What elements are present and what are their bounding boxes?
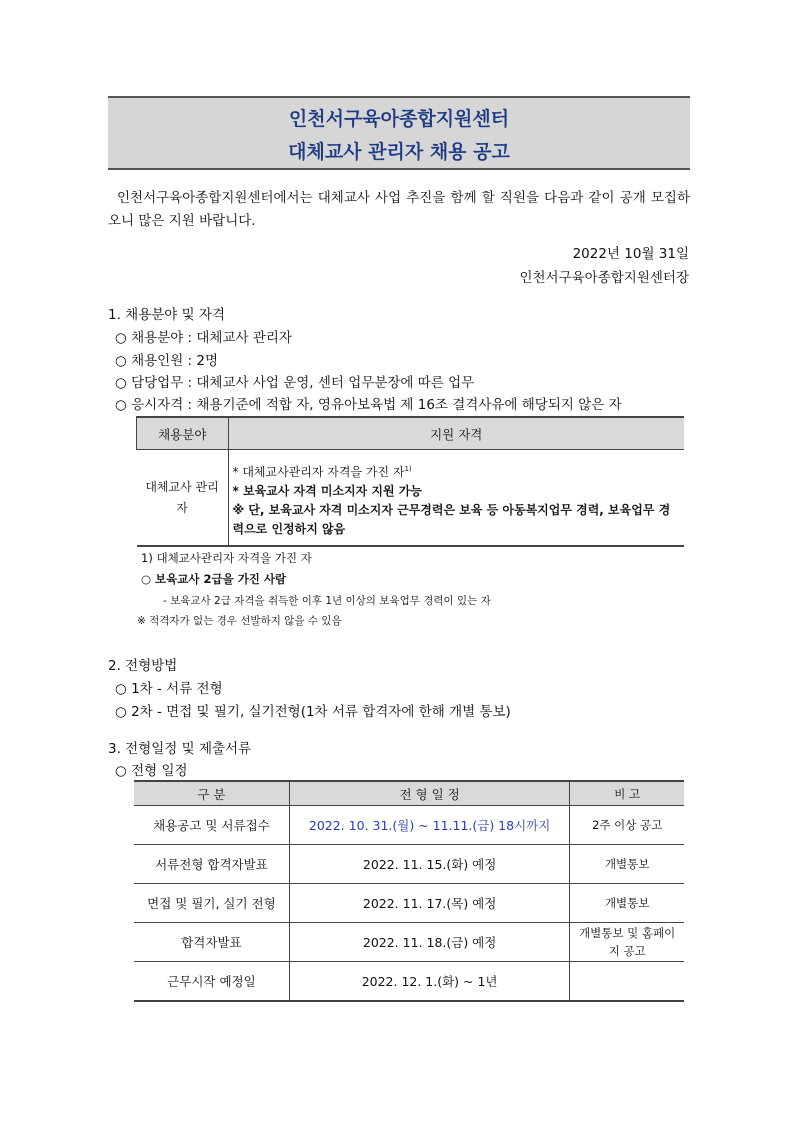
sched-header-note: 비 고 xyxy=(570,781,684,806)
sched-date: 2022. 11. 18.(금) 예정 xyxy=(289,923,570,962)
section2-item-1: ○ 1차 - 서류 전형 xyxy=(115,681,223,697)
sched-stage: 합격자발표 xyxy=(134,923,289,962)
sched-date: 2022. 11. 15.(화) 예정 xyxy=(289,845,570,884)
notice-signer: 인천서구육아종합지원센터장 xyxy=(519,270,689,286)
footnote-remark: ※ 적격자가 없는 경우 선발하지 않을 수 있음 xyxy=(137,615,342,627)
sched-note: 개별통보 xyxy=(570,845,684,884)
qual-requirements xyxy=(228,450,684,547)
sched-date: 2022. 11. 17.(목) 예정 xyxy=(289,884,570,923)
footnote-detail: - 보육교사 2급 자격을 취득한 이후 1년 이상의 보육업무 경력이 있는 자 xyxy=(163,595,491,607)
sched-stage: 근무시작 예정일 xyxy=(134,962,289,1002)
sched-stage: 채용공고 및 서류접수 xyxy=(134,806,289,845)
qual-header-category: 채용분야 xyxy=(137,417,229,450)
section1-item-eligibility: ○ 응시자격 : 채용기준에 적합 자, 영유아보육법 제 16조 결격사유에 해당되지 않은 자 xyxy=(115,397,622,413)
sched-date-highlight: 2022. 10. 31.(월) ~ 11.11.(금) 18시까지 xyxy=(289,806,570,845)
sched-note xyxy=(570,962,684,1002)
table-row xyxy=(134,923,684,962)
sched-header-stage: 구 분 xyxy=(134,781,289,806)
qualification-table xyxy=(136,416,684,547)
sched-note: 개별통보 및 홈페이지 공고 xyxy=(570,923,684,962)
qual-category: 대체교사 관리자 xyxy=(137,450,229,547)
qual-req-1: * 대체교사관리자 자격을 가진 자$^{1)}$ xyxy=(232,465,412,479)
footnote-mark: 1) xyxy=(404,465,412,473)
section1-item-duty: ○ 담당업무 : 대체교사 사업 운영, 센터 업무분장에 따른 업무 xyxy=(115,375,475,391)
table-row xyxy=(134,962,684,1002)
intro-paragraph: 인천서구육아종합지원센터에서는 대체교사 사업 추진을 함께 할 직원을 다음과 같이 공개 모집하오니 많은 지원 바랍니다. xyxy=(108,190,690,229)
sched-date: 2022. 12. 1.(화) ~ 1년 xyxy=(289,962,570,1002)
footnote-1: 1) 대체교사관리자 자격을 가진 자 xyxy=(141,551,312,565)
title-line2: 대체교사 관리자 채용 공고 xyxy=(288,141,510,163)
schedule-table xyxy=(134,780,684,1002)
qual-header-requirements: 지원 자격 xyxy=(228,417,684,450)
sched-header-date: 전 형 일 정 xyxy=(289,781,570,806)
section2-item-2: ○ 2차 - 면접 및 필기, 실기전형(1차 서류 합격자에 한해 개별 통보) xyxy=(115,704,511,720)
section3-heading: 3. 전형일정 및 제출서류 xyxy=(108,741,252,757)
qual-req-2: * 보육교사 자격 미소지자 지원 가능 xyxy=(232,484,422,498)
qual-req-3: ※ 단, 보육교사 자격 미소지자 근무경력은 보육 등 아동복지업무 경력, 보육업무 경력으로 인정하지 않음 xyxy=(232,503,671,536)
sched-note: 2주 이상 공고 xyxy=(570,806,684,845)
section1-item-field: ○ 채용분야 : 대체교사 관리자 xyxy=(115,330,292,346)
sched-stage: 면접 및 필기, 실기 전형 xyxy=(134,884,289,923)
sched-stage: 서류전형 합격자발표 xyxy=(134,845,289,884)
section2-heading: 2. 전형방법 xyxy=(108,658,178,674)
notice-date: 2022년 10월 31일 xyxy=(572,246,689,262)
sched-note: 개별통보 xyxy=(570,884,684,923)
table-row xyxy=(134,845,684,884)
section3-sub: ○ 전형 일정 xyxy=(115,763,188,779)
title-line1: 인천서구육아종합지원센터 xyxy=(288,108,510,130)
section1-heading: 1. 채용분야 및 자격 xyxy=(108,307,226,323)
title-box xyxy=(108,96,690,170)
section1-item-count: ○ 채용인원 : 2명 xyxy=(115,353,218,369)
footnote-qualification: ○ 보육교사 2급을 가진 사람 xyxy=(141,572,287,586)
table-row xyxy=(134,806,684,845)
table-row xyxy=(134,884,684,923)
